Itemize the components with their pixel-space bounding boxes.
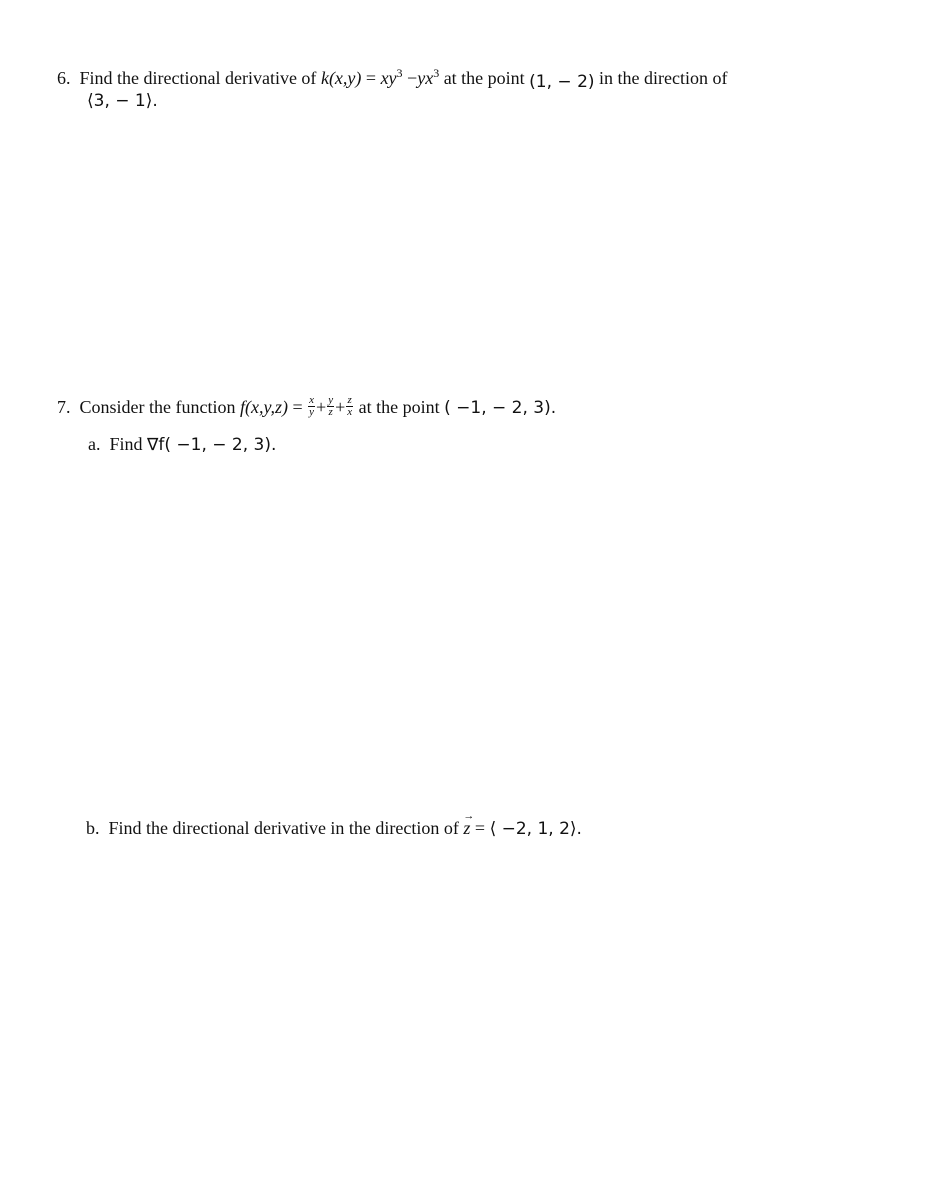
fraction-2-numerator: y — [328, 394, 334, 407]
question-7a-label: a. — [88, 434, 101, 454]
question-6-term2-base: yx — [417, 68, 434, 88]
question-7a-line — [88, 433, 276, 456]
question-7-point: ( −1, − 2, 3). — [444, 398, 557, 418]
question-7-line — [57, 396, 556, 420]
question-6-text-after: in the direction of — [599, 68, 728, 88]
question-6-term2-exp: 3 — [433, 66, 440, 80]
question-7b-label: b. — [86, 818, 100, 838]
question-6-func-name: k — [320, 68, 329, 88]
question-6-text-before: Find the directional derivative of — [79, 68, 317, 88]
question-6-line-2 — [87, 89, 158, 112]
question-6-direction: ⟨3, − 1⟩. — [87, 91, 158, 111]
question-7-equals: = — [292, 397, 303, 417]
question-7a-text: Find — [109, 434, 143, 454]
question-6-minus: − — [407, 68, 418, 88]
fraction-3-numerator: z — [347, 394, 352, 407]
question-6-equals: = — [365, 68, 377, 88]
question-6-number: 6. — [57, 68, 71, 88]
question-7-number: 7. — [57, 397, 71, 417]
question-7-plus-1: + — [316, 397, 327, 417]
question-6-term1-base: xy — [380, 68, 397, 88]
fraction-1-denominator: y — [309, 406, 315, 419]
question-7-func-name: f — [239, 397, 245, 417]
fraction-2-denominator: z — [328, 406, 333, 419]
question-6-point: (1, − 2) — [529, 72, 595, 92]
question-7-text-after: at the point — [358, 397, 440, 417]
question-6-line-1 — [57, 67, 728, 90]
question-7b-line — [86, 817, 582, 840]
fraction-3-denominator: x — [347, 406, 353, 419]
question-6-text-mid: at the point — [443, 68, 525, 88]
question-7b-vector-name: → z — [463, 817, 470, 839]
question-7-fraction-3 — [346, 395, 353, 418]
question-7b-equals: = — [474, 818, 486, 838]
question-7-args: (x,y,z) — [245, 397, 288, 417]
question-6-term1-exp: 3 — [396, 66, 403, 80]
fraction-1-numerator: x — [309, 394, 315, 407]
question-7-fraction-1 — [308, 395, 315, 418]
question-7-fraction-2 — [327, 395, 334, 418]
question-7b-text: Find the directional derivative in the direction of — [108, 818, 459, 838]
question-7-text-before: Consider the function — [79, 397, 236, 417]
question-7-plus-2: + — [335, 397, 346, 417]
question-7b-vector-value: ⟨ −2, 1, 2⟩. — [489, 819, 582, 839]
question-6-args: (x,y) — [328, 68, 362, 88]
question-7a-expression: ∇f( −1, − 2, 3). — [147, 435, 277, 455]
